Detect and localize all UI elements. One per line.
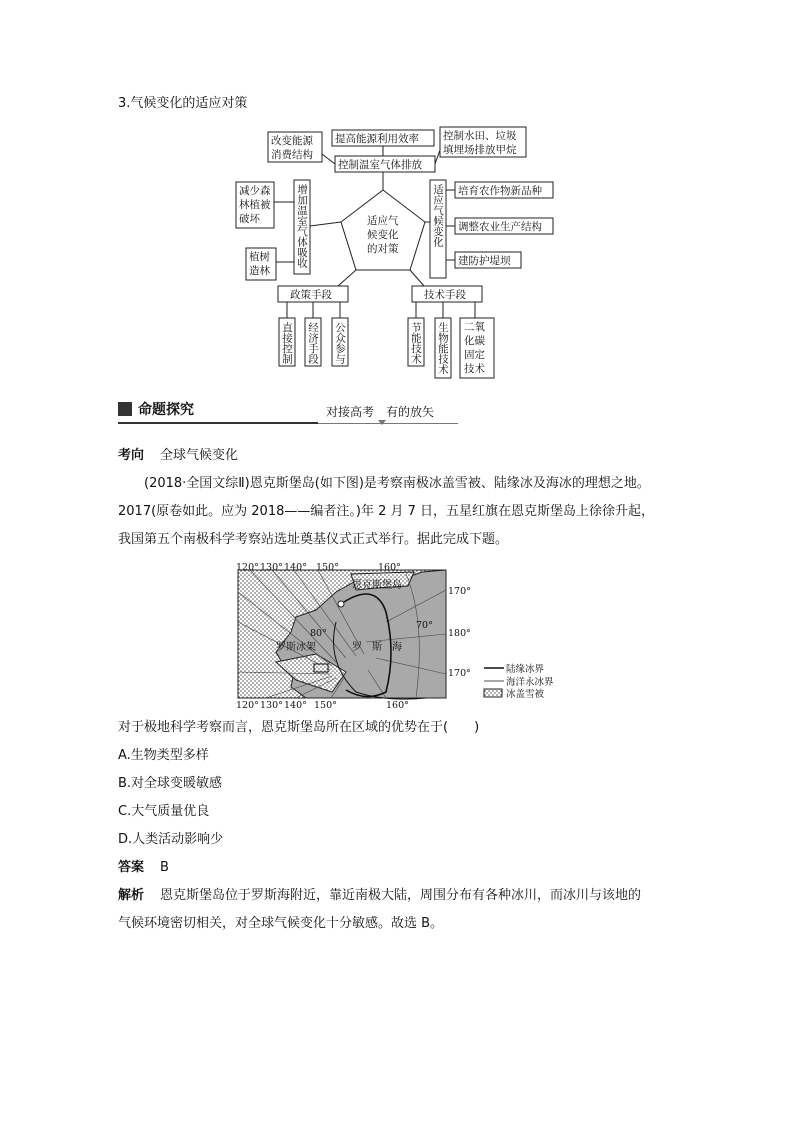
top-tick-1: 120° <box>236 562 259 573</box>
left-sub-1-line3: 破坏 <box>239 213 260 225</box>
banner-notch-icon <box>378 420 386 425</box>
right-tick-3: 170° <box>448 668 471 679</box>
policy-sub-2: 经济手段 <box>307 322 319 364</box>
analysis-line-1 <box>118 882 688 910</box>
tech-sub-3-line4: 技术 <box>464 363 485 375</box>
tech-sub-1: 节能技术 <box>410 322 422 364</box>
banner-underline-light <box>318 423 458 424</box>
analysis-text-1: 恩克斯堡岛位于罗斯海附近，靠近南极大陆，周围分布有各种冰川，而冰川与该地的 <box>160 888 642 903</box>
analysis-text-2: 气候环境密切相关，对全球气候变化十分敏感。故选 B。 <box>118 916 444 931</box>
right-sub-1: 培育农作物新品种 <box>458 185 542 197</box>
option-d: D.人类活动影响少 <box>118 832 224 847</box>
sea-label: 罗 斯 海 <box>352 642 402 653</box>
right-main-label: 适应气候变化 <box>432 184 444 247</box>
station-marker <box>338 601 344 607</box>
top-tick-4: 150° <box>316 562 339 573</box>
center-line3: 的对策 <box>367 243 399 255</box>
kaoxiang-row <box>118 449 238 463</box>
question-block <box>118 714 688 938</box>
right-tick-2: 180° <box>448 628 471 639</box>
tech-sub-2: 生物能技术 <box>437 322 449 375</box>
banner-square-icon <box>118 402 132 416</box>
answer-label: 答案 <box>118 860 145 875</box>
tech-sub-3-line2: 化碳 <box>464 335 485 347</box>
answer-value: B <box>160 860 169 875</box>
top-main-label: 控制温室气体排放 <box>338 159 422 171</box>
question-intro <box>118 470 688 554</box>
right-sub-3: 建防护堤坝 <box>458 255 511 267</box>
left-sub-2-line2: 造林 <box>249 265 270 277</box>
option-c: C.大气质量优良 <box>118 804 210 819</box>
question-text: 对于极地科学考察而言，恩克斯堡岛所在区域的优势在于( ) <box>118 720 480 735</box>
left-main-label: 增加温室气体吸收 <box>296 184 308 268</box>
bottom-tick-1: 120° <box>236 700 259 708</box>
top-sub-2: 提高能源利用效率 <box>335 133 419 145</box>
center-line1: 适应气 <box>367 215 399 227</box>
top-sub-1-line1: 改变能源 <box>271 135 313 147</box>
policy-sub-3: 公众参与 <box>334 322 346 364</box>
kaoxiang-text: 全球气候变化 <box>160 448 239 463</box>
answer-row <box>118 854 688 882</box>
banner-title: 命题探究 <box>138 402 194 418</box>
top-sub-3-line1: 控制水田、垃圾 <box>443 130 517 142</box>
island-label: 恩克斯堡岛 <box>352 580 402 591</box>
option-a: A.生物类型多样 <box>118 748 209 763</box>
center-line2: 候变化 <box>367 229 399 241</box>
right-tick-1: 170° <box>448 586 471 597</box>
ice-shelf-label: 罗斯冰架 <box>276 642 316 653</box>
intro-line-1: (2018·全国文综Ⅱ)恩克斯堡岛(如下图)是考察南极冰盖雪被、陆缘冰及海冰的理想之地。 <box>144 476 650 491</box>
option-b: B.对全球变暖敏感 <box>118 776 223 791</box>
legend-3: 冰盖雪被 <box>506 689 545 700</box>
policy-label: 政策手段 <box>290 289 332 301</box>
tech-label: 技术手段 <box>424 289 466 301</box>
tech-sub-3-line3: 固定 <box>464 349 485 361</box>
top-tick-5: 160° <box>378 562 401 573</box>
top-tick-2: 130° <box>260 562 283 573</box>
legend-2: 海洋永冰界 <box>506 677 554 688</box>
policy-sub-1: 直接控制 <box>281 322 293 364</box>
ross-sea-map <box>236 562 566 708</box>
bottom-tick-5: 160° <box>386 700 409 708</box>
lat-70: 70° <box>416 620 433 631</box>
bottom-tick-3: 140° <box>284 700 307 708</box>
top-tick-3: 140° <box>284 562 307 573</box>
tech-sub-3-line1: 二氧 <box>464 321 485 333</box>
intro-line-2: 2017(原卷如此。应为 2018——编者注。)年 2 月 7 日，五星红旗在恩克斯堡岛上徐徐升起， <box>118 504 655 519</box>
right-sub-2: 调整农业生产结构 <box>458 221 542 233</box>
concept-diagram <box>230 122 560 382</box>
top-sub-3-line2: 填埋场排放甲烷 <box>443 144 517 156</box>
banner-underline-dark <box>118 422 318 424</box>
kaoxiang-label: 考向 <box>118 448 145 463</box>
banner-right: 对接高考 有的放矢 <box>326 405 435 419</box>
top-sub-1-line2: 消费结构 <box>271 149 313 161</box>
left-sub-1-line1: 减少森 <box>239 185 271 197</box>
intro-line-3: 我国第五个南极科学考察站选址奠基仪式正式举行。据此完成下题。 <box>118 532 509 547</box>
bottom-tick-4: 150° <box>314 700 337 708</box>
analysis-label: 解析 <box>118 888 145 903</box>
left-sub-2-line1: 植树 <box>249 251 270 263</box>
lat-80: 80° <box>310 628 327 639</box>
section-title: 3.气候变化的适应对策 <box>118 96 248 111</box>
legend-1: 陆缘冰界 <box>506 664 545 675</box>
left-sub-1-line2: 林植被 <box>239 199 271 211</box>
bottom-tick-2: 130° <box>260 700 283 708</box>
